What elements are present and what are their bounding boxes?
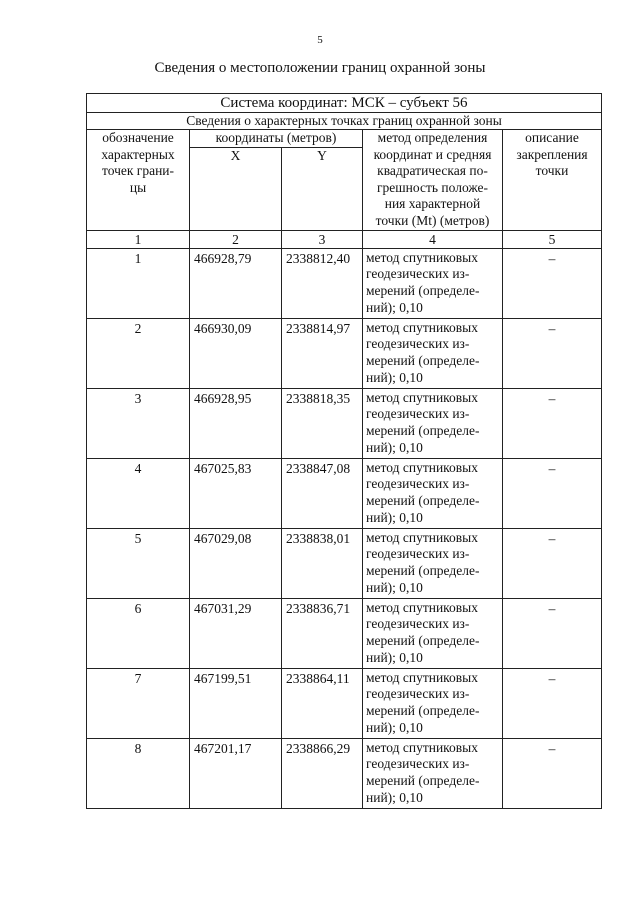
method-line: геодезических из- [366,686,470,702]
method-line: метод спутниковых [366,669,478,685]
table-row [87,528,602,598]
point-id: 7 [87,668,190,738]
header-line: закрепления [516,146,588,162]
method-line: ний); 0,10 [366,439,423,455]
table-row [87,668,602,738]
header-line: ния характерной [384,196,481,211]
x-value: 466928,79 [190,248,282,318]
table-row [87,248,602,318]
method-line: геодезических из- [366,756,470,772]
x-value: 467025,83 [190,458,282,528]
coordinates-header: координаты (метров) [190,130,363,148]
method-line: геодезических из- [366,616,470,632]
header-line: описание [525,130,579,145]
method-line: мерений (определе- [366,563,480,579]
y-value: 2338814,97 [282,318,363,388]
description-cell: – [503,458,602,528]
method-cell [363,248,503,318]
header-line: метод определения [377,130,488,145]
y-value: 2338866,29 [282,738,363,808]
table-row [87,738,602,808]
column-number: 4 [363,230,503,248]
description-cell: – [503,668,602,738]
header-row-1 [87,130,602,148]
description-cell: – [503,318,602,388]
y-header: Y [282,147,363,230]
description-cell: – [503,598,602,668]
point-id: 4 [87,458,190,528]
column-number: 1 [87,230,190,248]
section-header-row [87,113,602,130]
method-line: ний); 0,10 [366,509,423,525]
description-cell: – [503,738,602,808]
method-line: метод спутниковых [366,319,478,335]
header-line: цы [129,179,147,195]
method-cell [363,318,503,388]
method-line: ний); 0,10 [366,299,423,315]
header-line: координат и средняя [373,146,492,162]
header-line: грешность положе- [377,179,488,195]
y-value: 2338864,11 [282,668,363,738]
header-line: точки [535,163,569,178]
x-value: 467199,51 [190,668,282,738]
method-line: ний); 0,10 [366,719,423,735]
description-cell: – [503,528,602,598]
y-value: 2338838,01 [282,528,363,598]
table-row [87,458,602,528]
method-cell [363,458,503,528]
method-line: метод спутниковых [366,389,478,405]
page-number: 5 [317,34,323,46]
point-id: 1 [87,248,190,318]
x-value: 466928,95 [190,388,282,458]
header-line: точки (Mt) (метров) [375,212,490,228]
x-value: 467029,08 [190,528,282,598]
method-line: ний); 0,10 [366,369,423,385]
method-line: метод спутниковых [366,459,478,475]
method-cell [363,738,503,808]
method-line: мерений (определе- [366,773,480,789]
table-row [87,318,602,388]
method-line: геодезических из- [366,546,470,562]
method-line: мерений (определе- [366,283,480,299]
description-cell: – [503,248,602,318]
method-line: геодезических из- [366,476,470,492]
y-value: 2338836,71 [282,598,363,668]
method-line: геодезических из- [366,406,470,422]
method-cell [363,668,503,738]
description-cell: – [503,388,602,458]
header-line: квадратическая по- [377,163,488,178]
method-line: мерений (определе- [366,423,480,439]
method-cell [363,528,503,598]
header-line: точек грани- [101,163,175,178]
column-number: 2 [190,230,282,248]
column-number-row [87,230,602,248]
method-line: мерений (определе- [366,633,480,649]
method-line: геодезических из- [366,336,470,352]
method-line: мерений (определе- [366,353,480,369]
y-value: 2338818,35 [282,388,363,458]
table-row [87,388,602,458]
column-number: 5 [503,230,602,248]
point-id: 6 [87,598,190,668]
method-line: метод спутниковых [366,249,478,265]
header-line: характерных [101,146,175,162]
y-value: 2338847,08 [282,458,363,528]
method-line: ний); 0,10 [366,789,423,805]
page-title: Сведения о местоположении границ охранной зоны [154,60,486,76]
method-line: метод спутниковых [366,599,478,615]
column-number: 3 [282,230,363,248]
method-header [363,130,503,231]
boundary-points-table [86,93,602,809]
coordinate-system-header: Система координат: МСК – субъект 56 [87,94,602,113]
method-line: метод спутниковых [366,739,478,755]
x-value: 467201,17 [190,738,282,808]
table-body [87,94,602,809]
point-designation-header [87,130,190,231]
method-line: мерений (определе- [366,703,480,719]
header-line: обозначение [102,130,174,145]
point-id: 5 [87,528,190,598]
section-header: Сведения о характерных точках границ охранной зоны [87,113,602,130]
point-id: 8 [87,738,190,808]
y-value: 2338812,40 [282,248,363,318]
x-header: X [190,147,282,230]
method-cell [363,388,503,458]
description-header [503,130,602,231]
method-cell [363,598,503,668]
method-line: ний); 0,10 [366,649,423,665]
method-line: ний); 0,10 [366,579,423,595]
method-line: геодезических из- [366,266,470,282]
point-id: 2 [87,318,190,388]
point-id: 3 [87,388,190,458]
x-value: 466930,09 [190,318,282,388]
table-row [87,598,602,668]
x-value: 467031,29 [190,598,282,668]
method-line: мерений (определе- [366,493,480,509]
system-header-row [87,94,602,113]
method-line: метод спутниковых [366,529,478,545]
